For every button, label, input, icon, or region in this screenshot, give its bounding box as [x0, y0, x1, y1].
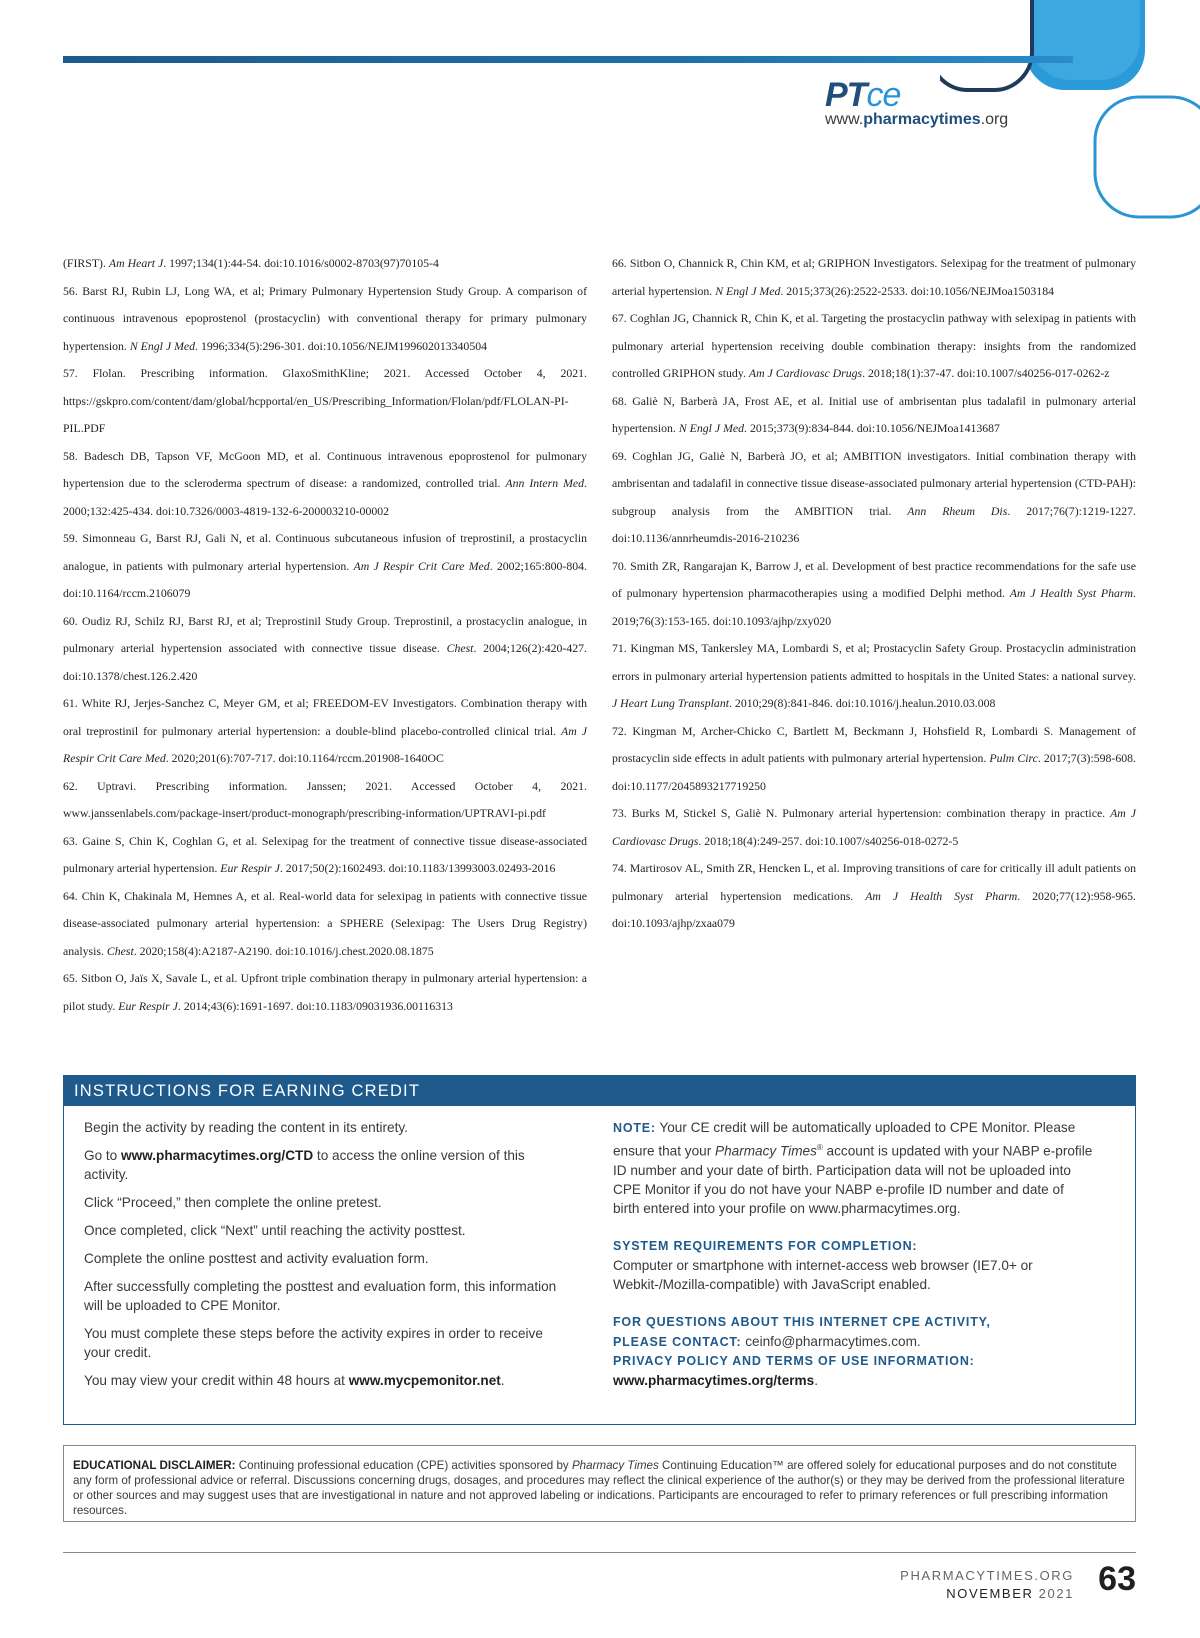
- footer-date: [946, 1586, 1074, 1601]
- reference-item: [63, 443, 587, 526]
- note-italic: Pharmacy Times: [715, 1143, 817, 1159]
- reference-text: 67. Coghlan JG, Channick R, Chin K, et al. Targeting the prostacyclin pathway with selexipag in patients with pulmonary arterial hypertension receiving double combination therapy: insights from the randomized controlled GRIPHON study.: [612, 311, 1136, 380]
- reference-journal: Chest: [106, 943, 134, 958]
- ctd-link[interactable]: www.pharmacytimes.org/CTD: [121, 1148, 314, 1163]
- reference-journal: Ann Rheum Dis: [907, 503, 1008, 518]
- reference-item: [63, 250, 587, 278]
- reference-item: [63, 608, 587, 691]
- reference-text: (FIRST).: [63, 256, 109, 270]
- footer-year: 2021: [1038, 1586, 1074, 1601]
- top-rule: [63, 56, 1073, 63]
- logo-url-bold: pharmacytimes: [863, 111, 981, 128]
- instructions-box: [63, 1075, 1136, 1425]
- reference-item: [612, 800, 1136, 855]
- sysreq-text: Computer or smartphone with internet-access web browser (IE7.0+ or Webkit-/Mozilla-compatible) with JavaScript enabled.: [613, 1257, 1033, 1292]
- step-3: Click “Proceed,” then complete the online pretest.: [84, 1195, 382, 1210]
- logo-url-suffix: .org: [980, 111, 1009, 128]
- references-left-column: [63, 250, 587, 1020]
- reference-citation: . 2000;132:425-434. doi:10.7326/0003-4819-132-6-200003210-00002: [63, 476, 587, 518]
- reference-text: 57. Flolan. Prescribing information. GlaxoSmithKline; 2021. Accessed October 4, 2021. https://gskpro.com/content/dam/global/hcpportal/en_US/Prescribing_Information/Flolan/pdf/FLOLAN-PI-PIL.PDF: [63, 366, 587, 435]
- reference-citation: . 2017;76(7):1219-1227. doi:10.1136/annrheumdis-2016-210236: [612, 503, 1136, 545]
- reference-journal: N Engl J Med: [715, 283, 781, 298]
- reference-journal: Chest: [446, 641, 474, 655]
- note: [613, 1118, 1093, 1218]
- reference-item: [612, 250, 1136, 305]
- reference-citation: . 1996;334(5):296-301. doi:10.1056/NEJM199602013340504: [195, 338, 488, 353]
- questions-label-2: PLEASE CONTACT:: [613, 1334, 742, 1349]
- reference-text: 59. Simonneau G, Barst RJ, Gali N, et al. Continuous subcutaneous infusion of treprostinil, a prostacyclin analogue, in patients with pulmonary arterial hypertension.: [63, 531, 587, 573]
- reference-item: [63, 828, 587, 883]
- reference-item: [612, 305, 1136, 388]
- reference-text: 63. Gaine S, Chin K, Coghlan G, et al. Selexipag for the treatment of connective tissue disease-associated pulmonary arterial hypertension.: [63, 833, 587, 875]
- logo-pt: PT: [825, 76, 867, 114]
- reference-item: [63, 525, 587, 608]
- step-8-pre: You may view your credit within 48 hours at: [84, 1373, 349, 1388]
- reference-journal: N Engl J Med: [129, 338, 196, 353]
- references-right-column: [612, 250, 1136, 938]
- terms-link[interactable]: www.pharmacytimes.org/terms: [613, 1372, 815, 1388]
- note-text-2: account is updated with your NABP e-profile ID number and your date of birth. Participation data will not be uploaded into CPE Monitor if you do not have your NABP e-profile ID number and date of birth entered into your profile on www.pharmacytimes.org.: [613, 1143, 1093, 1216]
- reference-journal: Am J Cardiovasc Drugs: [748, 366, 863, 380]
- step-1: Begin the activity by reading the content in its entirety.: [84, 1120, 408, 1135]
- reference-item: [63, 965, 587, 1020]
- step-6: After successfully completing the posttest and evaluation form, this information will be uploaded to CPE Monitor.: [84, 1279, 557, 1313]
- reference-journal: J Heart Lung Transplant: [612, 696, 730, 710]
- reference-citation: . 2017;7(3):598-608. doi:10.1177/2045893217719250: [612, 751, 1136, 793]
- logo-url-prefix: www.: [825, 111, 864, 128]
- ptce-logo: [825, 76, 1045, 129]
- reference-text: 68. Galiè N, Barberà JA, Frost AE, et al. Initial use of ambrisentan plus tadalafil in pulmonary arterial hypertension.: [612, 393, 1136, 435]
- disclaimer-label: EDUCATIONAL DISCLAIMER:: [73, 1459, 236, 1472]
- footer-site: PHARMACYTIMES.ORG: [900, 1568, 1074, 1583]
- reference-journal: Pulm Circ: [989, 751, 1038, 765]
- reference-citation: . 2010;29(8):841-846. doi:10.1016/j.healun.2010.03.008: [729, 696, 996, 710]
- reference-journal: Am Heart J: [108, 256, 164, 270]
- reference-journal: N Engl J Med: [678, 421, 745, 435]
- reference-text: 58. Badesch DB, Tapson VF, McGoon MD, et al. Continuous intravenous epoprostenol for pulmonary hypertension due to the scleroderma spectrum of disease: a randomized, controlled trial.: [63, 448, 587, 490]
- sysreq-label: SYSTEM REQUIREMENTS FOR COMPLETION:: [613, 1238, 918, 1253]
- educational-disclaimer: [63, 1445, 1136, 1522]
- reference-citation: . 2015;373(9):834-844. doi:10.1056/NEJMoa1413687: [744, 421, 1000, 435]
- footer-rule: [63, 1552, 1136, 1553]
- note-reg: ®: [816, 1143, 823, 1152]
- reference-text: 74. Martirosov AL, Smith ZR, Hencken L, et al. Improving transitions of care for critically ill adult patients on pulmonary arterial hypertension medications.: [612, 861, 1136, 903]
- logo-url: [825, 111, 1045, 129]
- reference-citation: . 2014;43(6):1691-1697. doi:10.1183/09031936.00116313: [177, 998, 453, 1013]
- reference-text: 56. Barst RJ, Rubin LJ, Long WA, et al; Primary Pulmonary Hypertension Study Group. A comparison of continuous intravenous epoprostenol (prostacyclin) with conventional therapy for primary pulmonary hypertension.: [63, 283, 587, 353]
- reference-citation: . 2020;77(12):958-965. doi:10.1093/ajhp/zxaa079: [612, 888, 1136, 930]
- step-5: Complete the online posttest and activity evaluation form.: [84, 1251, 429, 1266]
- logo-ce: ce: [866, 76, 901, 114]
- reference-text: 70. Smith ZR, Rangarajan K, Barrow J, et al. Development of best practice recommendations for the safe use of pulmonary hypertension pharmacotherapies using a modified Delphi method.: [612, 558, 1136, 600]
- step-2-post: to access the online version of this activity.: [84, 1148, 525, 1182]
- disclaimer-italic: Pharmacy Times: [571, 1459, 659, 1472]
- reference-citation: . 2020;201(6):707-717. doi:10.1164/rccm.201908-1640OC: [165, 751, 444, 765]
- instructions-steps: [84, 1118, 564, 1399]
- cpe-monitor-link[interactable]: www.mycpemonitor.net: [348, 1373, 501, 1388]
- reference-item: [63, 360, 587, 443]
- reference-text: 64. Chin K, Chakinala M, Hemnes A, et al. Real-world data for selexipag in patients with connective tissue disease-associated pulmonary arterial hypertension: a SPHERE (Selexipag: The Users Drug Registry) analysis.: [63, 888, 587, 958]
- reference-text: 66. Sitbon O, Channick R, Chin KM, et al; GRIPHON Investigators. Selexipag for the treatment of pulmonary arterial hypertension.: [612, 256, 1136, 298]
- contact-email[interactable]: ceinfo@pharmacytimes.com.: [741, 1333, 921, 1349]
- reference-item: [612, 635, 1136, 718]
- reference-item: [612, 443, 1136, 553]
- step-2: [84, 1146, 564, 1184]
- logo-mark: [825, 76, 1045, 115]
- reference-citation: . 2020;158(4):A2187-A2190. doi:10.1016/j.chest.2020.08.1875: [133, 943, 434, 958]
- reference-journal: Am J Respir Crit Care Med: [353, 558, 490, 573]
- reference-text: 72. Kingman M, Archer-Chicko C, Bartlett M, Beckmann J, Hohsfield R, Lombardi S. Management of prostacyclin side effects in adult patients with pulmonary arterial hypertension.: [612, 723, 1136, 765]
- reference-item: [612, 718, 1136, 801]
- reference-journal: Am J Cardiovasc Drugs: [612, 806, 1136, 848]
- reference-text: 60. Oudiz RJ, Schilz RJ, Barst RJ, et al; Treprostinil Study Group. Treprostinil, a prostacyclin analogue, in pulmonary arterial hypertension associated with connective tissue disease.: [63, 613, 587, 655]
- step-4: Once completed, click “Next” until reaching the activity posttest.: [84, 1223, 466, 1238]
- privacy-post: .: [814, 1372, 818, 1388]
- instructions-notes: [613, 1118, 1093, 1390]
- reference-citation: . 2015;373(26):2522-2533. doi:10.1056/NEJMoa1503184: [780, 283, 1054, 298]
- reference-item: [63, 278, 587, 361]
- reference-journal: Am J Health Syst Pharm: [865, 888, 1018, 903]
- reference-text: 62. Uptravi. Prescribing information. Janssen; 2021. Accessed October 4, 2021. www.janssenlabels.com/package-insert/product-monograph/prescribing-information/UPTRAVI-pi.pdf: [63, 778, 587, 820]
- reference-citation: . 2019;76(3):153-165. doi:10.1093/ajhp/zxy020: [612, 586, 1136, 628]
- step-2-pre: Go to: [84, 1148, 122, 1163]
- privacy-label: PRIVACY POLICY AND TERMS OF USE INFORMATION:: [613, 1353, 975, 1368]
- reference-text: 73. Burks M, Stickel S, Galiè N. Pulmonary arterial hypertension: combination therapy in practice.: [612, 806, 1111, 820]
- reference-citation: . 2017;50(2):1602493. doi:10.1183/13993003.02493-2016: [279, 861, 556, 875]
- reference-item: [63, 773, 587, 828]
- questions-label-1: FOR QUESTIONS ABOUT THIS INTERNET CPE ACTIVITY,: [613, 1314, 991, 1329]
- reference-journal: Am J Respir Crit Care Med: [63, 723, 587, 765]
- reference-journal: Eur Respir J: [220, 861, 280, 875]
- reference-text: 69. Coghlan JG, Galiè N, Barberà JO, et al; AMBITION investigators. Initial combination therapy with ambrisentan and tadalafil in connective tissue disease-associated pulmonary arterial hypertension (CTD-PAH): subgroup analysis from the AMBITION trial.: [612, 448, 1136, 518]
- reference-item: [63, 690, 587, 773]
- reference-citation: . 2018;18(1):37-47. doi:10.1007/s40256-017-0262-z: [862, 366, 1110, 380]
- reference-citation: . 2004;126(2):420-427. doi:10.1378/chest.126.2.420: [63, 641, 587, 683]
- privacy-line: [613, 1371, 1093, 1390]
- reference-item: [612, 553, 1136, 636]
- reference-journal: Ann Intern Med: [505, 476, 585, 490]
- reference-citation: . 2002;165:800-804. doi:10.1164/rccm.2106079: [63, 558, 588, 600]
- page-number: 63: [1098, 1560, 1136, 1598]
- reference-journal: Am J Health Syst Pharm: [1009, 586, 1134, 600]
- reference-item: [612, 388, 1136, 443]
- questions-contact: [613, 1332, 1093, 1352]
- reference-citation: . 1997;134(1):44-54. doi:10.1016/s0002-8703(97)70105-4: [163, 256, 439, 270]
- reference-item: [63, 883, 587, 966]
- note-label: NOTE:: [613, 1121, 656, 1135]
- reference-journal: Eur Respir J: [118, 998, 178, 1013]
- reference-citation: . 2018;18(4):249-257. doi:10.1007/s40256-018-0272-5: [698, 833, 959, 848]
- step-8: [84, 1371, 564, 1390]
- reference-text: 61. White RJ, Jerjes-Sanchez C, Meyer GM, et al; FREEDOM-EV Investigators. Combination therapy with oral treprostinil for pulmonary arterial hypertension: a double-blind placebo-controlled clinical trial.: [63, 696, 587, 738]
- step-8-post: .: [500, 1373, 505, 1388]
- instructions-title: INSTRUCTIONS FOR EARNING CREDIT: [64, 1076, 1135, 1106]
- reference-text: 65. Sitbon O, Jaïs X, Savale L, et al. Upfront triple combination therapy in pulmonary arterial hypertension: a pilot study.: [63, 971, 587, 1013]
- step-7: You must complete these steps before the activity expires in order to receive your credit.: [84, 1326, 543, 1360]
- note-text-1: Your CE credit will be automatically uploaded to CPE Monitor. Please ensure that your: [613, 1120, 1076, 1159]
- reference-text: 71. Kingman MS, Tankersley MA, Lombardi S, et al; Prostacyclin Safety Group. Prostacyclin administration errors in pulmonary arterial hypertension patients admitted to hospitals in the United States: a national survey.: [612, 641, 1136, 683]
- disclaimer-text-1: Continuing professional education (CPE) activities sponsored by: [235, 1459, 572, 1472]
- disclaimer-text-2: Continuing Education™ are offered solely for educational purposes and do not constitute any form of professional advice or referral. Discussions concerning drugs, dosages, and procedures may reflect the clinical experience of the author(s) or they may be derived from the professional literature or other sources and may suggest uses that are investigational in nature and not approved labeling or indications. Participants are encouraged to refer to primary references or full prescribing information resources.: [73, 1459, 1125, 1517]
- footer-month: NOVEMBER: [946, 1586, 1034, 1601]
- reference-item: [612, 855, 1136, 938]
